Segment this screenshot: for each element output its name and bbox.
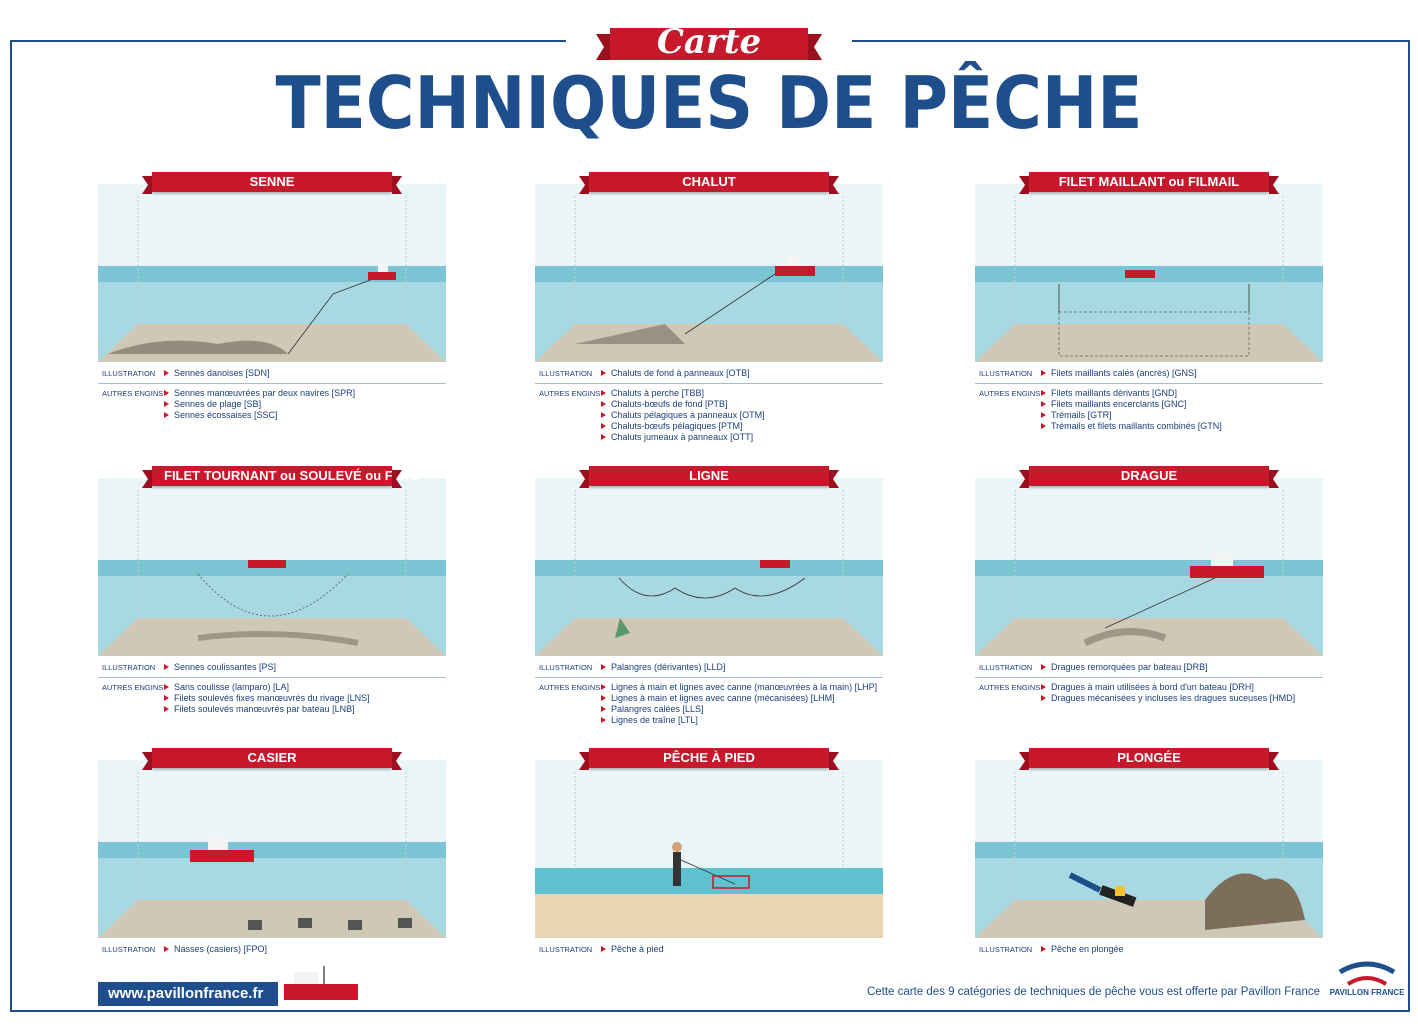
senne-engin-item: Sennes de plage [SB]	[164, 399, 446, 410]
autres-engins-label: AUTRES ENGINS	[979, 683, 1041, 692]
casier-illustration	[98, 760, 446, 938]
boat-icon	[284, 966, 360, 1006]
illustration-label: ILLUSTRATION	[102, 663, 156, 672]
footer-note: Cette carte des 9 catégories de techniques de pêche vous est offerte par Pavillon France	[866, 986, 1320, 998]
senne-illustration	[98, 184, 446, 362]
filet-tournant-engin-item: Filets soulevés manœuvrés par bateau [LNB]	[164, 704, 446, 715]
illustration-label: ILLUSTRATION	[102, 369, 156, 378]
illustration-label: ILLUSTRATION	[102, 945, 156, 954]
illustration-label: ILLUSTRATION	[539, 945, 593, 954]
illustration-label: ILLUSTRATION	[539, 663, 593, 672]
drague-engin-item: Dragues à main utilisées à bord d'un bateau [DRH]	[1041, 682, 1323, 693]
chalut-illustration	[535, 184, 883, 362]
ligne-engin-item: Lignes de traîne [LTL]	[601, 715, 883, 726]
filet-maillant-banner: FILET MAILLANT ou FILMAIL	[1029, 172, 1269, 192]
filet-maillant-illustration-item: Filets maillants calés (ancrés) [GNS]	[1041, 368, 1323, 379]
illustration-label: ILLUSTRATION	[979, 369, 1033, 378]
page-title: TECHNIQUES DE PÊCHE	[275, 61, 1143, 145]
drague-banner: DRAGUE	[1029, 466, 1269, 486]
illustration-label: ILLUSTRATION	[979, 663, 1033, 672]
filet-tournant-illustration	[98, 478, 446, 656]
plongee-illustration	[975, 760, 1323, 938]
filet-maillant-engin-item: Filets maillants encerclants [GNC]	[1041, 399, 1323, 410]
filet-maillant-engin-item: Trémails [GTR]	[1041, 410, 1323, 421]
peche-a-pied-illustration	[535, 760, 883, 938]
pavillon-france-logo	[1330, 952, 1404, 1006]
peche-a-pied-banner: PÊCHE À PIED	[589, 748, 829, 768]
senne-engin-item: Sennes écossaises [SSC]	[164, 410, 446, 421]
ligne-illustration	[535, 478, 883, 656]
senne-illustration-item: Sennes danoises [SDN]	[164, 368, 446, 379]
plongee-banner: PLONGÉE	[1029, 748, 1269, 768]
drague-illustration	[975, 478, 1323, 656]
chalut-engin-item: Chaluts-bœufs de fond [PTB]	[601, 399, 883, 410]
ligne-engin-item: Palangres calées [LLS]	[601, 704, 883, 715]
chalut-engin-item: Chaluts jumeaux à panneaux [OTT]	[601, 432, 883, 443]
casier-illustration-item: Nasses (casiers) [FPO]	[164, 944, 446, 955]
filet-tournant-illustration-item: Sennes coulissantes [PS]	[164, 662, 446, 673]
autres-engins-label: AUTRES ENGINS	[102, 683, 164, 692]
drague-engin-item: Dragues mécanisées y incluses les dragues suceuses [HMD]	[1041, 693, 1323, 704]
chalut-engin-item: Chaluts-bœufs pélagiques [PTM]	[601, 421, 883, 432]
filet-maillant-engin-item: Filets maillants dérivants [GND]	[1041, 388, 1323, 399]
illustration-label: ILLUSTRATION	[539, 369, 593, 378]
filet-tournant-engin-item: Sans coulisse (lamparo) [LA]	[164, 682, 446, 693]
drague-illustration-item: Dragues remorquées par bateau [DRB]	[1041, 662, 1323, 673]
chalut-engin-item: Chaluts pélagiques à panneaux [OTM]	[601, 410, 883, 421]
plongee-illustration-item: Pêche en plongée	[1041, 944, 1323, 955]
senne-banner: SENNE	[152, 172, 392, 192]
filet-maillant-engin-item: Trémails et filets maillants combinés [GTN]	[1041, 421, 1323, 432]
ligne-engin-item: Lignes à main et lignes avec canne (mécanisées) [LHM]	[601, 693, 883, 704]
logo-text: PAVILLON FRANCE	[1329, 988, 1405, 997]
chalut-banner: CHALUT	[589, 172, 829, 192]
ligne-engin-item: Lignes à main et lignes avec canne (manœuvrées à la main) [LHP]	[601, 682, 883, 693]
illustration-label: ILLUSTRATION	[979, 945, 1033, 954]
filet-tournant-banner: FILET TOURNANT ou SOULEVÉ ou FILTS	[152, 466, 392, 486]
autres-engins-label: AUTRES ENGINS	[979, 389, 1041, 398]
carte-label: Carte	[656, 22, 762, 62]
ligne-illustration-item: Palangres (dérivantes) [LLD]	[601, 662, 883, 673]
filet-maillant-illustration	[975, 184, 1323, 362]
senne-engin-item: Sennes manœuvrées par deux navires [SPR]	[164, 388, 446, 399]
casier-banner: CASIER	[152, 748, 392, 768]
ligne-banner: LIGNE	[589, 466, 829, 486]
chalut-illustration-item: Chaluts de fond à panneaux [OTB]	[601, 368, 883, 379]
website-link[interactable]: www.pavillonfrance.fr	[98, 982, 278, 1006]
peche-a-pied-illustration-item: Pêche à pied	[601, 944, 883, 955]
autres-engins-label: AUTRES ENGINS	[539, 389, 601, 398]
filet-tournant-engin-item: Filets soulevés fixes manœuvrés du rivage [LNS]	[164, 693, 446, 704]
autres-engins-label: AUTRES ENGINS	[539, 683, 601, 692]
chalut-engin-item: Chaluts à perche [TBB]	[601, 388, 883, 399]
autres-engins-label: AUTRES ENGINS	[102, 389, 164, 398]
